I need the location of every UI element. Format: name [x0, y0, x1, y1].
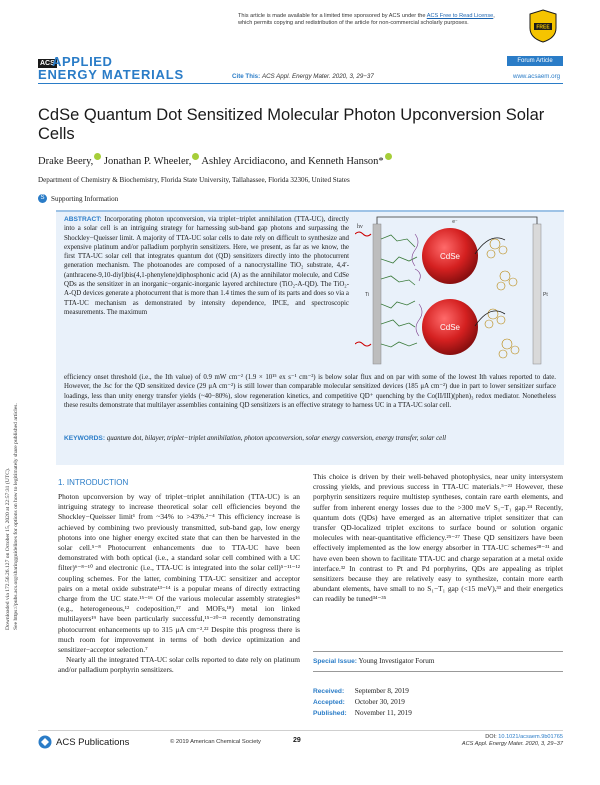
cite-this: Cite This: ACS Appl. Energy Mater. 2020, 3, 29−37: [232, 73, 374, 80]
electron-label: e⁻: [452, 219, 458, 225]
free-access-badge-icon: [526, 8, 560, 44]
open-access-notice: This article is made available for a limited time sponsored by ACS under the ACS Free to Read License, which permits copying and redistribution of the article for non-commercial scholarly purposes.: [238, 13, 495, 27]
paragraph: Nearly all the integrated TTA-UC solar cells reported to date rely on platinum and/or palladium porphyrin sensitizers.: [58, 655, 300, 675]
abstract-text-continued: efficiency onset threshold (i.e., the Ith value) of 0.9 mW cm⁻² (1.9 × 10¹⁵ ex s⁻¹ cm⁻²) is below solar flux and on par with some of the lowest Ith values reported to date. However, the Jsc for the QD sensitized device (29 μA cm⁻²) is still lower than comparable molecular sensitized devices (185 μA cm⁻²) due in part to lower sensitizer surface loadings, less than unity energy transfer yields (~40−80%), slow regeneration kinetics, and competitive QD⁺ quenching by the Co(II/III)(phen)₃ redox mediator. Nonetheless these results demonstrate that multilayer assemblies containing QD sensitizers is an effective strategy to harness UC in a TTA-UC solar cell.: [64, 374, 556, 409]
supporting-information[interactable]: [38, 194, 118, 203]
published-date: November 11, 2019: [354, 709, 412, 717]
orcid-icon[interactable]: [385, 153, 392, 160]
section-heading-introduction: 1. INTRODUCTION: [58, 478, 129, 487]
annihilator-molecules: [381, 235, 417, 347]
sidebar-line1: Downloaded via 172.56.26.127 on October 15, 2020 at 22:57:31 (UTC).: [5, 467, 11, 630]
author[interactable]: Drake Beery,: [38, 156, 94, 167]
copyright: © 2019 American Chemical Society: [170, 739, 261, 745]
sidebar-line2: See https://pubs.acs.org/sharingguidelines for options on how to legitimately share published articles.: [13, 403, 19, 630]
toc-graphic: [355, 214, 560, 370]
journal-website-link[interactable]: www.acsaem.org: [513, 73, 561, 80]
photon-wave-icon: [355, 342, 371, 346]
keywords: KEYWORDS: quantum dot, bilayer, triplet−triplet annihilation, photon upconversion, solar energy conversion, energy transfer, solar cell: [64, 435, 447, 442]
acs-logo-icon: [38, 735, 52, 749]
footer-doi: DOI: 10.1021/acsaem.9b01765 ACS Appl. Energy Mater. 2020, 3, 29−37: [461, 734, 563, 748]
pt-label: Pt: [543, 292, 548, 298]
acs-logo: ACS: [40, 60, 55, 67]
doi-link[interactable]: 10.1021/acsaem.9b01765: [498, 734, 563, 740]
photon-wave-icon: [355, 232, 371, 236]
paragraph: This choice is driven by their well-behaved photophysics, near unity intersystem crossing yields, and previous success in TTA-UC materials.⁵⁻²³ However, these porphyrin sensitizers require multistep syntheses, contain rare earth elements, and suffer from inherent energy losses due to the >300 meV S₁−T₁ gap.²⁴ Recently, quantum dots (QDs) have emerged as an alternative triplet sensitizer that can transfer QD-localized triplet excitons to surface bound or solution organic molecules with near-quantitative efficiency.²⁵⁻²⁷ These QD sensitizers have been effectively implemented as the low energy absorber in TTA-UC schemes²⁸⁻³¹ and have even been shown to facilitate TTA-UC and charge separation at a metal oxide interface.³² In contrast to Pt and Pd porphyrins, QDs are appealing as triplet sensitizers because they are relatively easy to synthesize, contain more earth abundant elements, have small to no S₁−T₁ gap (<15 meV),³³ and their energetics can readily be tuned³⁴⁻³⁵: [313, 472, 563, 604]
citation-link[interactable]: ACS Appl. Energy Mater. 2020, 3, 29−37: [261, 73, 374, 80]
supporting-info-icon[interactable]: S: [38, 194, 47, 203]
footer-divider: [38, 730, 563, 731]
body-column-left: [58, 492, 300, 676]
ti-label: Ti: [365, 292, 369, 298]
qd-label-top: CdSe: [439, 252, 461, 261]
author[interactable]: Ashley Arcidiacono,: [201, 156, 288, 167]
qd-label-bottom: CdSe: [439, 323, 461, 332]
article-title: CdSe Quantum Dot Sensitized Molecular Photon Upconversion Solar Cells: [38, 106, 545, 143]
abstract-text: ABSTRACT: Incorporating photon upconversion, via triplet−triplet annihilation (TTA-UC), directly into a solar cell is an intriguing strategy for harnessing sub-band gap photons and surpassing the Shockley−Queisser limit. A majority of TTA-UC solar cells to date rely on difficult to synthesize and expensive platinum and/or palladium porphyrin sensitizers. Here, we present, as far as we know, the first TTA-UC solar cell that integrates quantum dot (QD) sensitizers directly into the photocurrent generation mechanism. The photoanodes are composed of a nanocrystalline TiO₂ substrate, 4,4′-(anthracene-9,10-diyl)bis(4,1-phenylene)diphosphonic acid (A) as the annihilator molecule, and CdSe QDs as the sensitizer in an inorganic−organic-inorganic layered architecture (TiO₂-A-QD). The TiO₂-A-QD devices generate a photocurrent that is more than 1.4 times the sum of its parts and does so via a TTA-UC mechanism as demonstrated by intensity dependence, IPCE, and spectroscopic measurements. The maximum: [64, 216, 349, 316]
badge-text: FREE: [536, 24, 550, 31]
orcid-icon[interactable]: [192, 153, 199, 160]
redox-mediator-molecules: [485, 239, 519, 358]
acs-publications-logo: ACS Publications: [38, 735, 129, 749]
linker-molecules: [412, 234, 422, 336]
body-column-right: [313, 472, 563, 605]
free-to-read-link[interactable]: ACS Free to Read License: [426, 13, 494, 19]
special-issue-link[interactable]: Young Investigator Forum: [358, 657, 435, 665]
supporting-info-label[interactable]: Supporting Information: [51, 194, 119, 203]
special-issue: Special Issue: Young Investigator Forum: [313, 657, 435, 665]
author[interactable]: and Kenneth Hanson*: [290, 156, 384, 167]
author-list: [38, 153, 392, 167]
keywords-label: KEYWORDS:: [64, 435, 106, 442]
journal-name-line1: APPLIED: [52, 54, 113, 69]
abstract-label: ABSTRACT:: [64, 216, 102, 223]
paragraph: Photon upconversion by way of triplet−triplet annihilation (TTA-UC) is an intriguing strategy to increase theoretical solar cell efficiencies beyond the Shockley−Queisser limit¹ from ~34% to >43%.²⁻⁴ This efficiency increase is achieved by combining two previously transmitted, sub-band gap, low energy photons into one higher energy excited state that can then be harvested in the solar cell.⁵⁻⁸ Photocurrent enhancements due to TTA-UC have been demonstrated with both optical (i.e., a standard solar cell combined with a UC filter)⁶⁻⁸⁻¹⁰ and electronic (i.e., TTA-UC is integrated into the solar cell)⁵⁻¹¹⁻¹² coupling schemes. For the latter, combining TTA-UC sensitizer and acceptor pairs on a metal oxide substrate¹³⁻¹⁴ is a popular means of directly extracting charge from the UC state.¹⁵⁻¹⁶ Of the various molecular assembly strategies¹⁶ (e.g., heterogeneous,¹² codeposition,¹⁷ and MOFs,¹⁸) metal ion linked multilayers¹⁹ have been particularly successful,¹⁵⁻²⁰⁻²¹ recently demonstrating photocurrent enhancements up to 315 μA cm⁻².²² Despite this progress there is much room for improvement in terms of both device optimization and sensitizer−acceptor selection.⁷: [58, 492, 300, 655]
article-type-badge: Forum Article: [507, 56, 563, 66]
article-dates: Received: September 8, 2019 Accepted: October 30, 2019 Published: November 11, 2019: [313, 687, 412, 717]
journal-name-line2: ENERGY MATERIALS: [38, 67, 184, 82]
author[interactable]: Jonathan P. Wheeler,: [103, 156, 192, 167]
electron-transfer-arrow: [475, 238, 505, 254]
download-sidebar: [2, 280, 22, 630]
affiliation: Department of Chemistry & Biochemistry, Florida State University, Tallahassee, Florida 32306, United States: [38, 176, 350, 184]
meta-divider: [313, 671, 563, 672]
orcid-icon[interactable]: [94, 153, 101, 160]
pt-counter-electrode: [533, 224, 541, 364]
accepted-date: October 30, 2019: [354, 698, 405, 706]
page-number: 29: [293, 737, 301, 744]
hv-label: hν: [357, 224, 363, 230]
tio2-substrate: [373, 224, 381, 364]
meta-divider: [313, 651, 563, 652]
received-date: September 8, 2019: [354, 687, 409, 695]
header-divider: [38, 83, 563, 84]
